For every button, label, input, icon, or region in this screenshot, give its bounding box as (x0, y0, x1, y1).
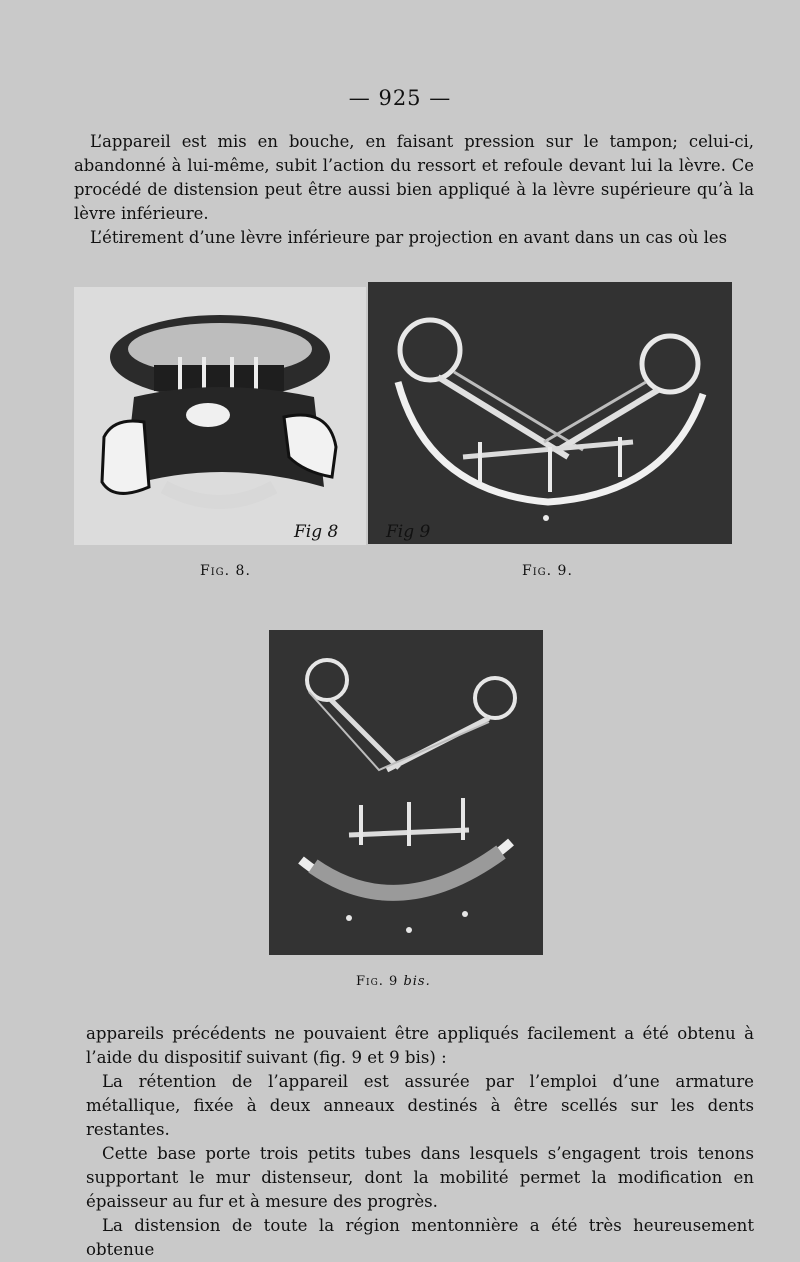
appliance-illustration (74, 287, 366, 545)
paragraph: Cette base porte trois petits tubes dans lesquels s’engagent trois tenons supportant le mur distenseur, dont la mobilité permet la modification en épaisseur au fur et à mesure des progrès. (86, 1144, 754, 1211)
framework-illustration (368, 282, 732, 544)
figure-8-handwritten-label: Fig 8 (294, 522, 339, 542)
page-number: — 925 — (348, 86, 452, 110)
top-text-block (74, 130, 754, 250)
figure-9-handwritten-label: Fig 9 (386, 522, 431, 542)
figure-8-caption: Fig. 8. (200, 563, 251, 579)
caption-prefix: Fig. 9 (356, 974, 404, 989)
bottom-text-block (86, 1022, 754, 1262)
figure-9bis-photo (269, 630, 543, 955)
caption-suffix: bis. (403, 974, 431, 989)
paragraph: La rétention de l’appareil est assurée par l’emploi d’une armature métallique, fixée à deux anneaux destinés à être scellés sur les dents restantes. (86, 1072, 754, 1139)
components-illustration (269, 630, 543, 955)
paragraph: appareils précédents ne pouvaient être appliqués facilement a été obtenu à l’aide du dispositif suivant (fig. 9 et 9 bis) : (86, 1024, 754, 1067)
paragraph: L’appareil est mis en bouche, en faisant pression sur le tampon; celui-ci, abandonné à lui-même, subit l’action du ressort et refoule devant lui la lèvre. Ce procédé de distension peut être aussi bien appliqué à la lèvre supérieure qu’à la lèvre inférieure. (74, 132, 754, 223)
figure-9bis-caption (356, 974, 431, 989)
figure-8-photo (74, 287, 366, 545)
paragraph: L’étirement d’une lèvre inférieure par projection en avant dans un cas où les (90, 228, 728, 247)
paragraph: La distension de toute la région mentonnière a été très heureusement obtenue (86, 1216, 754, 1259)
figure-9-photo (368, 282, 732, 544)
figure-9-caption: Fig. 9. (522, 563, 573, 579)
